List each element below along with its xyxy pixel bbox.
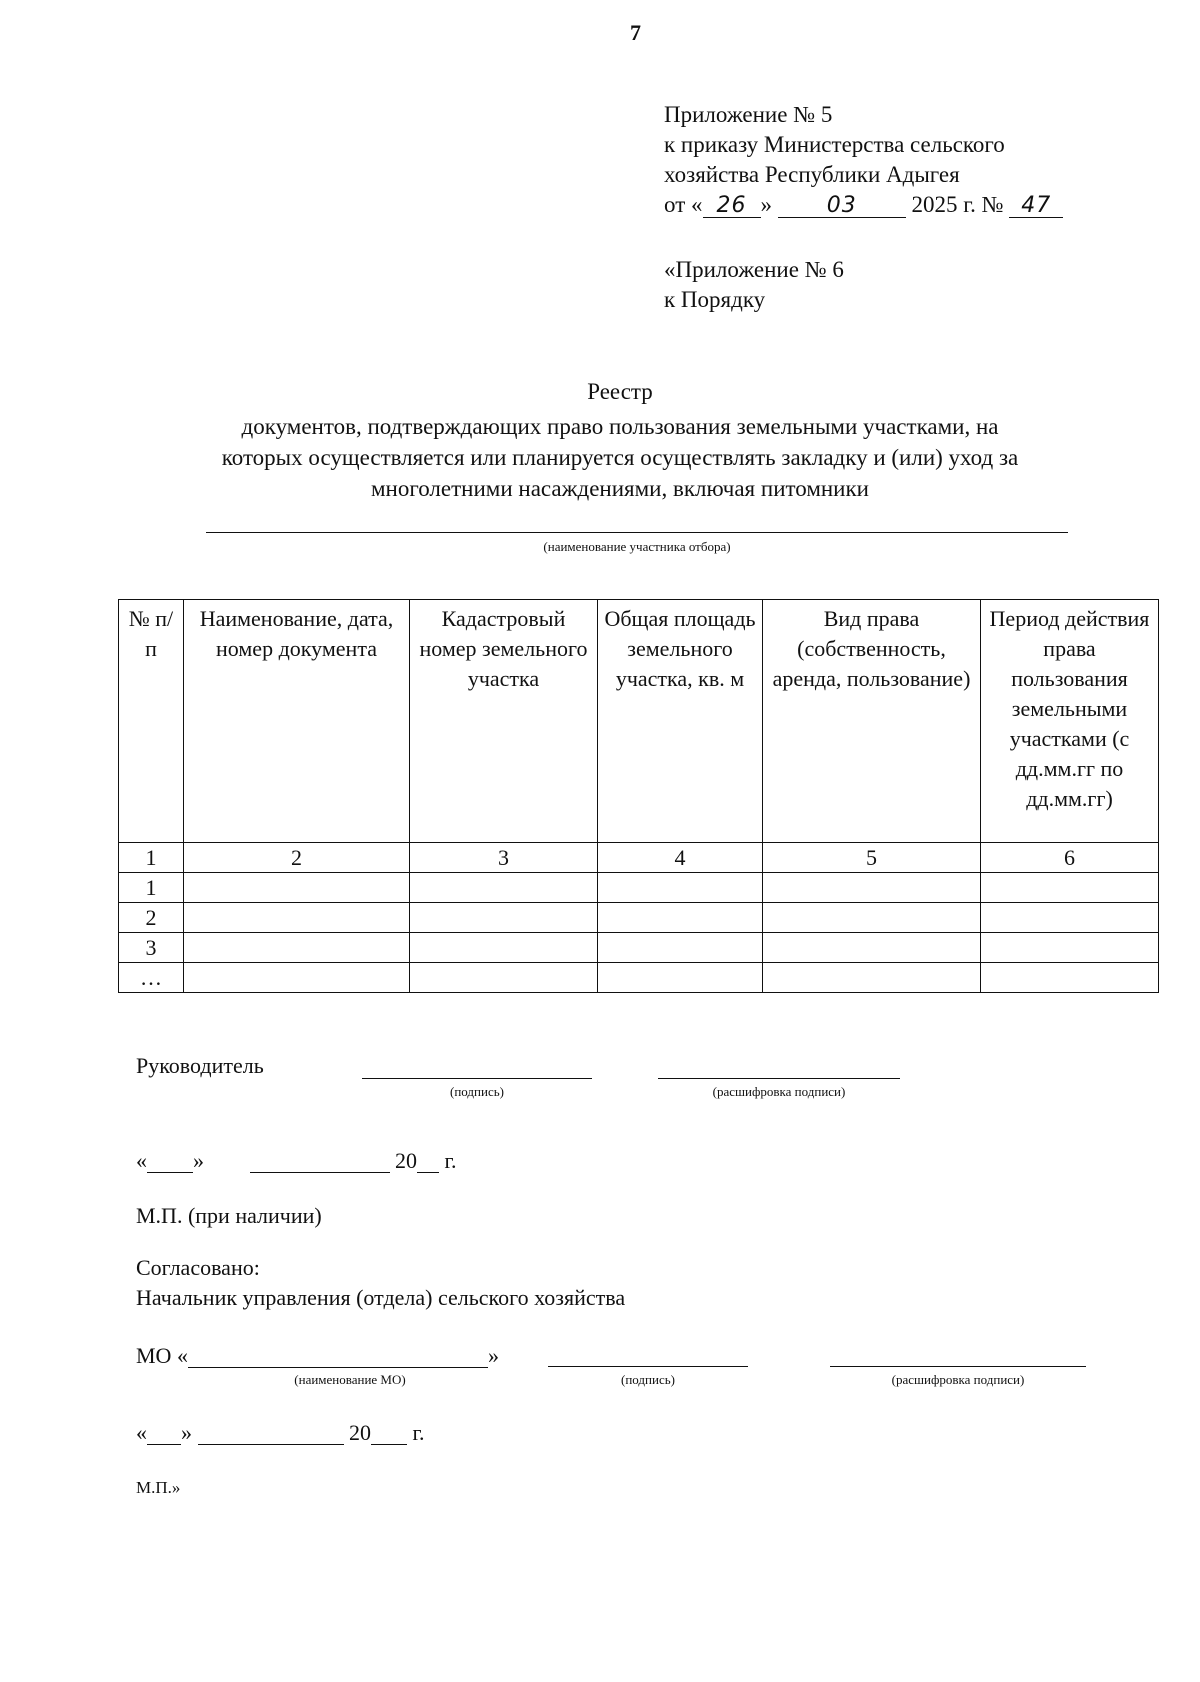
subtitle-line-2: которых осуществляется или планируется осуществлять закладку и (или) уход за bbox=[221, 445, 1019, 470]
appendix-date-line bbox=[664, 190, 1063, 220]
mo-suffix: » bbox=[487, 1343, 499, 1368]
appendix-order-line-2: к Порядку bbox=[664, 287, 766, 312]
column-number: 4 bbox=[598, 843, 763, 873]
month-blank bbox=[198, 1422, 344, 1445]
column-number: 1 bbox=[119, 843, 184, 873]
day-blank bbox=[147, 1422, 181, 1445]
table-cell bbox=[763, 873, 981, 903]
agreed-date-line bbox=[136, 1420, 425, 1446]
date-year: 2025 г. № bbox=[911, 192, 1004, 217]
agreed-sign-caption: (подпись) bbox=[621, 1372, 675, 1387]
appendix-order-line-1: «Приложение № 6 bbox=[664, 257, 844, 282]
header-number: № п/п bbox=[119, 600, 184, 843]
table-cell bbox=[598, 933, 763, 963]
final-stamp-label: М.П.» bbox=[136, 1478, 181, 1497]
date-open-quote: « bbox=[136, 1420, 147, 1445]
table-cell bbox=[763, 963, 981, 993]
table-cell bbox=[763, 903, 981, 933]
row-number: … bbox=[119, 963, 184, 993]
appendix-to-order bbox=[664, 255, 844, 315]
row-number: 1 bbox=[119, 873, 184, 903]
head-date-line bbox=[136, 1148, 457, 1174]
year-blank bbox=[371, 1422, 407, 1445]
table-cell bbox=[184, 873, 410, 903]
header-cadastral: Кадастровый номер земельного участка bbox=[410, 600, 598, 843]
head-sign-line bbox=[362, 1078, 592, 1079]
header-document: Наименование, дата, номер документа bbox=[184, 600, 410, 843]
table-cell bbox=[981, 903, 1159, 933]
date-prefix: от « bbox=[664, 192, 703, 217]
date-open-quote: « bbox=[136, 1148, 147, 1173]
table-cell bbox=[981, 933, 1159, 963]
table-cell bbox=[981, 873, 1159, 903]
year-text: 20 bbox=[349, 1420, 371, 1445]
mo-line bbox=[136, 1343, 499, 1369]
header-right-type: Вид права (собственность, аренда, пользование) bbox=[763, 600, 981, 843]
appendix-header bbox=[664, 100, 1063, 220]
year-blank bbox=[417, 1150, 439, 1173]
page-number: 7 bbox=[630, 20, 641, 45]
mo-caption: (наименование МО) bbox=[294, 1372, 406, 1387]
document-subtitle bbox=[120, 411, 1120, 504]
table-row bbox=[119, 933, 1159, 963]
row-number: 2 bbox=[119, 903, 184, 933]
date-month: 03 bbox=[778, 195, 906, 218]
table-cell bbox=[763, 933, 981, 963]
year-suffix: г. bbox=[444, 1148, 457, 1173]
column-number: 2 bbox=[184, 843, 410, 873]
table-row bbox=[119, 873, 1159, 903]
appendix-line-2: к приказу Министерства сельского bbox=[664, 132, 1005, 157]
month-blank bbox=[250, 1150, 390, 1173]
column-number: 3 bbox=[410, 843, 598, 873]
document-title: Реестр bbox=[587, 379, 653, 404]
header-period: Период действия права пользования земельными участками (с дд.мм.гг по дд.мм.гг) bbox=[981, 600, 1159, 843]
agreed-decode-line bbox=[830, 1366, 1086, 1367]
agreed-sign-line bbox=[548, 1366, 748, 1367]
registry-table bbox=[118, 599, 1159, 993]
table-header-row bbox=[119, 600, 1159, 843]
year-suffix: г. bbox=[412, 1420, 425, 1445]
agreed-position: Начальник управления (отдела) сельского хозяйства bbox=[136, 1285, 626, 1310]
order-number: 47 bbox=[1009, 195, 1063, 218]
participant-name-line bbox=[206, 532, 1068, 533]
head-decode-line bbox=[658, 1078, 900, 1079]
table-cell bbox=[410, 873, 598, 903]
table-cell bbox=[410, 903, 598, 933]
year-text: 20 bbox=[395, 1148, 417, 1173]
mo-name-blank bbox=[188, 1345, 488, 1368]
date-close-quote: » bbox=[193, 1148, 204, 1173]
agreed-label: Согласовано: bbox=[136, 1255, 260, 1280]
participant-caption: (наименование участника отбора) bbox=[543, 539, 731, 554]
agreed-decode-caption: (расшифровка подписи) bbox=[891, 1372, 1025, 1387]
day-blank bbox=[147, 1150, 193, 1173]
appendix-line-3: хозяйства Республики Адыгея bbox=[664, 162, 960, 187]
table-cell bbox=[410, 963, 598, 993]
row-number: 3 bbox=[119, 933, 184, 963]
column-number-row bbox=[119, 843, 1159, 873]
table-cell bbox=[184, 933, 410, 963]
column-number: 5 bbox=[763, 843, 981, 873]
table-row bbox=[119, 903, 1159, 933]
column-number: 6 bbox=[981, 843, 1159, 873]
table-cell bbox=[598, 903, 763, 933]
date-mid: » bbox=[760, 192, 772, 217]
header-area: Общая площадь земельного участка, кв. м bbox=[598, 600, 763, 843]
head-decode-caption: (расшифровка подписи) bbox=[712, 1084, 846, 1099]
table-cell bbox=[410, 933, 598, 963]
appendix-line-1: Приложение № 5 bbox=[664, 102, 833, 127]
table-cell bbox=[981, 963, 1159, 993]
date-day: 26 bbox=[703, 195, 761, 218]
table-cell bbox=[598, 963, 763, 993]
table-cell bbox=[184, 903, 410, 933]
table-cell bbox=[184, 963, 410, 993]
table-cell bbox=[598, 873, 763, 903]
date-close-quote: » bbox=[181, 1420, 192, 1445]
subtitle-line-3: многолетними насаждениями, включая питомники bbox=[371, 476, 869, 501]
mo-prefix: МО « bbox=[136, 1343, 188, 1368]
subtitle-line-1: документов, подтверждающих право пользования земельными участками, на bbox=[241, 414, 999, 439]
head-sign-caption: (подпись) bbox=[450, 1084, 504, 1099]
stamp-label: М.П. (при наличии) bbox=[136, 1203, 322, 1228]
head-label: Руководитель bbox=[136, 1053, 264, 1078]
table-row bbox=[119, 963, 1159, 993]
